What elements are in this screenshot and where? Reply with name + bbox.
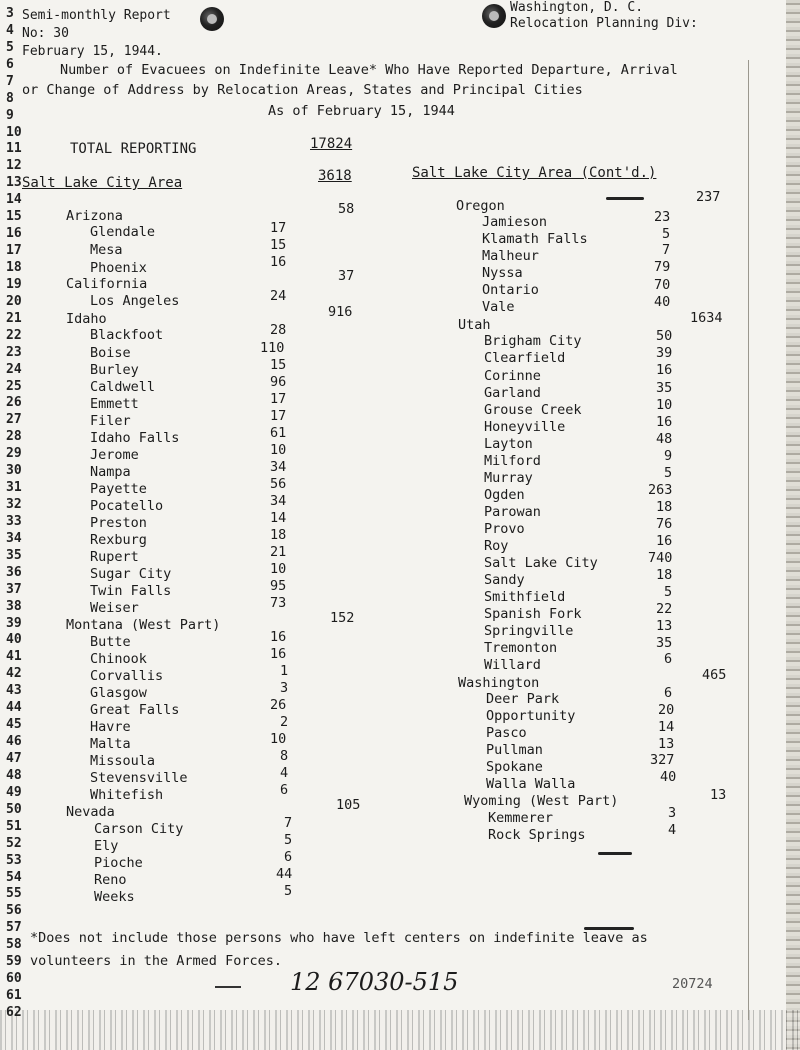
line-number: 23: [6, 345, 22, 360]
city-name: Nyssa: [482, 265, 523, 281]
city-name: Layton: [484, 436, 533, 452]
city-name: Malheur: [482, 248, 539, 264]
city-value: 10: [270, 442, 287, 458]
line-number: 17: [6, 243, 22, 258]
city-value: 21: [270, 544, 287, 560]
city-name: Glendale: [90, 224, 156, 240]
city-name: Pocatello: [90, 498, 164, 514]
city-value: 110: [260, 340, 285, 356]
city-value: 35: [656, 635, 673, 651]
city-name: Ogden: [484, 487, 525, 503]
city-name: Pullman: [486, 742, 543, 758]
line-number: 27: [6, 412, 22, 427]
city-value: 327: [650, 752, 675, 768]
city-value: 4: [280, 765, 289, 781]
city-value: 24: [270, 288, 287, 304]
city-name: Garland: [484, 385, 541, 401]
header-division: Relocation Planning Div:: [510, 16, 698, 31]
line-number: 9: [6, 108, 14, 123]
line-number: 22: [6, 328, 22, 343]
city-name: Havre: [90, 719, 131, 735]
city-name: Honeyville: [484, 419, 566, 435]
line-number: 21: [6, 311, 22, 326]
city-name: Mesa: [90, 242, 123, 258]
state-wyoming: Wyoming (West Part): [464, 793, 619, 809]
line-number: 62: [6, 1005, 22, 1020]
total-reporting-label: TOTAL REPORTING: [70, 141, 197, 157]
state-arizona-total: 58: [338, 201, 355, 217]
city-value: 740: [648, 550, 673, 566]
ink-dash: [584, 927, 634, 930]
city-value: 50: [656, 328, 673, 344]
line-number: 42: [6, 666, 22, 681]
city-name: Clearfield: [484, 350, 566, 366]
scan-noise-footer: [0, 1010, 800, 1050]
city-name: Caldwell: [90, 379, 156, 395]
city-value: 17: [270, 220, 287, 236]
line-number: 35: [6, 548, 22, 563]
ink-dash: [215, 986, 241, 988]
state-oregon-total: 237: [696, 189, 721, 205]
footnote-line-2: volunteers in the Armed Forces.: [30, 953, 282, 969]
state-montana: Montana (West Part): [66, 617, 221, 633]
city-name: Rexburg: [90, 532, 147, 548]
line-number: 36: [6, 565, 22, 580]
city-value: 16: [270, 254, 287, 270]
line-number: 10: [6, 125, 22, 140]
city-value: 73: [270, 595, 287, 611]
city-name: Idaho Falls: [90, 430, 180, 446]
left-area-total: 3618: [318, 168, 352, 184]
city-name: Murray: [484, 470, 533, 486]
city-name: Emmett: [90, 396, 139, 412]
state-nevada: Nevada: [66, 804, 115, 820]
city-name: Malta: [90, 736, 131, 752]
city-value: 5: [664, 465, 673, 481]
city-name: Weeks: [94, 889, 135, 905]
line-number: 24: [6, 362, 22, 377]
city-value: 8: [280, 748, 289, 764]
line-number: 20: [6, 294, 22, 309]
header-report-title: Semi-monthly Report: [22, 8, 171, 23]
city-name: Smithfield: [484, 589, 566, 605]
city-value: 35: [656, 380, 673, 396]
line-number: 54: [6, 870, 22, 885]
city-name: Great Falls: [90, 702, 180, 718]
line-number: 6: [6, 57, 14, 72]
city-value: 79: [654, 259, 671, 275]
city-value: 17: [270, 391, 287, 407]
city-value: 95: [270, 578, 287, 594]
line-number: 53: [6, 853, 22, 868]
punch-hole-seal-left: [200, 7, 224, 31]
line-number: 50: [6, 802, 22, 817]
margin-rule: [748, 60, 749, 1020]
city-name: Corvallis: [90, 668, 164, 684]
city-value: 5: [662, 226, 671, 242]
city-value: 20: [658, 702, 675, 718]
city-value: 26: [270, 697, 287, 713]
right-area-heading: Salt Lake City Area (Cont'd.): [412, 165, 657, 181]
city-value: 4: [668, 822, 677, 838]
line-number: 45: [6, 717, 22, 732]
city-value: 5: [284, 883, 293, 899]
city-name: Preston: [90, 515, 147, 531]
city-value: 40: [660, 769, 677, 785]
city-name: Missoula: [90, 753, 156, 769]
line-number: 34: [6, 531, 22, 546]
line-number: 26: [6, 395, 22, 410]
state-idaho-total: 916: [328, 304, 353, 320]
city-value: 9: [664, 448, 673, 464]
header-report-date: February 15, 1944.: [22, 44, 163, 59]
line-number: 38: [6, 599, 22, 614]
city-value: 23: [654, 209, 671, 225]
title-date: As of February 15, 1944: [268, 103, 455, 119]
ink-dash: [606, 197, 644, 200]
city-name: Stevensville: [90, 770, 188, 786]
line-number: 25: [6, 379, 22, 394]
city-value: 3: [280, 680, 289, 696]
line-number: 33: [6, 514, 22, 529]
city-name: Vale: [482, 299, 515, 315]
city-value: 10: [656, 397, 673, 413]
city-name: Ely: [94, 838, 119, 854]
city-name: Phoenix: [90, 260, 147, 276]
line-number: 55: [6, 886, 22, 901]
city-name: Burley: [90, 362, 139, 378]
line-number: 32: [6, 497, 22, 512]
line-number: 18: [6, 260, 22, 275]
state-utah-total: 1634: [690, 310, 723, 326]
state-nevada-total: 105: [336, 797, 361, 813]
city-name: Twin Falls: [90, 583, 172, 599]
city-value: 15: [270, 237, 287, 253]
city-name: Chinook: [90, 651, 147, 667]
city-name: Rupert: [90, 549, 139, 565]
state-idaho: Idaho: [66, 311, 107, 327]
state-montana-total: 152: [330, 610, 355, 626]
left-area-heading: Salt Lake City Area: [22, 175, 183, 191]
line-number: 15: [6, 209, 22, 224]
city-name: Roy: [484, 538, 509, 554]
state-arizona: Arizona: [66, 208, 123, 224]
city-value: 6: [664, 685, 673, 701]
city-name: Willard: [484, 657, 541, 673]
city-name: Opportunity: [486, 708, 576, 724]
city-name: Pioche: [94, 855, 143, 871]
city-value: 14: [270, 510, 287, 526]
city-value: 3: [668, 805, 677, 821]
city-value: 44: [276, 866, 293, 882]
state-california: California: [66, 276, 148, 292]
line-number: 5: [6, 40, 14, 55]
city-name: Carson City: [94, 821, 184, 837]
city-name: Springville: [484, 623, 574, 639]
city-value: 48: [656, 431, 673, 447]
city-value: 7: [662, 242, 671, 258]
line-number: 13: [6, 175, 22, 190]
line-number: 56: [6, 903, 22, 918]
city-value: 2: [280, 714, 289, 730]
city-value: 56: [270, 476, 287, 492]
city-name: Klamath Falls: [482, 231, 588, 247]
city-value: 16: [656, 533, 673, 549]
state-california-total: 37: [338, 268, 355, 284]
ink-dash: [598, 852, 632, 855]
city-name: Payette: [90, 481, 147, 497]
city-value: 39: [656, 345, 673, 361]
city-value: 6: [284, 849, 293, 865]
city-name: Parowan: [484, 504, 541, 520]
line-number: 7: [6, 74, 14, 89]
city-name: Kemmerer: [488, 810, 554, 826]
city-name: Whitefish: [90, 787, 164, 803]
city-name: Salt Lake City: [484, 555, 598, 571]
city-name: Boise: [90, 345, 131, 361]
city-name: Grouse Creek: [484, 402, 582, 418]
city-name: Provo: [484, 521, 525, 537]
city-value: 6: [280, 782, 289, 798]
city-value: 14: [658, 719, 675, 735]
line-number: 37: [6, 582, 22, 597]
state-washington-total: 465: [702, 667, 727, 683]
city-value: 263: [648, 482, 673, 498]
city-name: Brigham City: [484, 333, 582, 349]
city-value: 76: [656, 516, 673, 532]
state-washington: Washington: [458, 675, 540, 691]
handwritten-file-number: 12 67030-515: [290, 968, 459, 996]
line-number: 60: [6, 971, 22, 986]
line-number: 30: [6, 463, 22, 478]
line-number: 59: [6, 954, 22, 969]
city-value: 16: [656, 362, 673, 378]
line-number: 14: [6, 192, 22, 207]
line-number: 12: [6, 158, 22, 173]
city-value: 5: [284, 832, 293, 848]
city-name: Butte: [90, 634, 131, 650]
line-number: 8: [6, 91, 14, 106]
line-number: 49: [6, 785, 22, 800]
city-name: Jamieson: [482, 214, 548, 230]
line-number: 41: [6, 649, 22, 664]
city-name: Los Angeles: [90, 293, 180, 309]
line-number: 44: [6, 700, 22, 715]
city-name: Sandy: [484, 572, 525, 588]
city-name: Spanish Fork: [484, 606, 582, 622]
city-value: 10: [270, 731, 287, 747]
city-value: 40: [654, 294, 671, 310]
city-value: 17: [270, 408, 287, 424]
city-value: 18: [656, 567, 673, 583]
line-number: 39: [6, 616, 22, 631]
line-number: 28: [6, 429, 22, 444]
city-name: Walla Walla: [486, 776, 576, 792]
city-name: Tremonton: [484, 640, 558, 656]
city-value: 61: [270, 425, 287, 441]
city-name: Blackfoot: [90, 327, 164, 343]
state-utah: Utah: [458, 317, 491, 333]
city-name: Filer: [90, 413, 131, 429]
line-number: 40: [6, 632, 22, 647]
line-number: 46: [6, 734, 22, 749]
title-line-1: Number of Evacuees on Indefinite Leave* Who Have Reported Departure, Arrival: [60, 62, 678, 78]
city-value: 15: [270, 357, 287, 373]
city-name: Spokane: [486, 759, 543, 775]
city-value: 16: [656, 414, 673, 430]
city-value: 7: [284, 815, 293, 831]
city-name: Glasgow: [90, 685, 147, 701]
line-number: 16: [6, 226, 22, 241]
line-number: 4: [6, 23, 14, 38]
line-number: 3: [6, 6, 14, 21]
punch-hole-seal-right: [482, 4, 506, 28]
city-name: Sugar City: [90, 566, 172, 582]
city-name: Corinne: [484, 368, 541, 384]
city-name: Deer Park: [486, 691, 560, 707]
line-number: 57: [6, 920, 22, 935]
city-value: 28: [270, 322, 287, 338]
header-report-number: No: 30: [22, 26, 69, 41]
state-wyoming-total: 13: [710, 787, 727, 803]
city-value: 16: [270, 646, 287, 662]
state-oregon: Oregon: [456, 198, 505, 214]
line-number: 29: [6, 446, 22, 461]
line-number: 47: [6, 751, 22, 766]
city-value: 16: [270, 629, 287, 645]
city-value: 34: [270, 459, 287, 475]
header-location: Washington, D. C.: [510, 0, 644, 15]
city-name: Pasco: [486, 725, 527, 741]
city-name: Ontario: [482, 282, 539, 298]
city-value: 18: [656, 499, 673, 515]
city-name: Milford: [484, 453, 541, 469]
line-number: 43: [6, 683, 22, 698]
line-number: 61: [6, 988, 22, 1003]
city-value: 96: [270, 374, 287, 390]
city-name: Jerome: [90, 447, 139, 463]
city-value: 6: [664, 651, 673, 667]
city-value: 13: [656, 618, 673, 634]
city-value: 18: [270, 527, 287, 543]
city-value: 10: [270, 561, 287, 577]
city-value: 22: [656, 601, 673, 617]
line-number: 19: [6, 277, 22, 292]
line-number: 58: [6, 937, 22, 952]
footnote-line-1: *Does not include those persons who have left centers on indefinite leave as: [30, 930, 648, 946]
city-value: 5: [664, 584, 673, 600]
stamp-code: 20724: [672, 976, 713, 992]
line-number: 52: [6, 836, 22, 851]
city-name: Weiser: [90, 600, 139, 616]
line-number: 11: [6, 141, 22, 156]
city-name: Rock Springs: [488, 827, 586, 843]
city-value: 70: [654, 277, 671, 293]
city-value: 1: [280, 663, 289, 679]
line-number: 51: [6, 819, 22, 834]
city-value: 13: [658, 736, 675, 752]
line-number: 31: [6, 480, 22, 495]
city-name: Reno: [94, 872, 127, 888]
city-value: 34: [270, 493, 287, 509]
title-line-2: or Change of Address by Relocation Areas, States and Principal Cities: [22, 82, 583, 98]
scanned-paper-edge: [786, 0, 800, 1050]
city-name: Nampa: [90, 464, 131, 480]
line-number: 48: [6, 768, 22, 783]
total-reporting-value: 17824: [310, 136, 353, 152]
